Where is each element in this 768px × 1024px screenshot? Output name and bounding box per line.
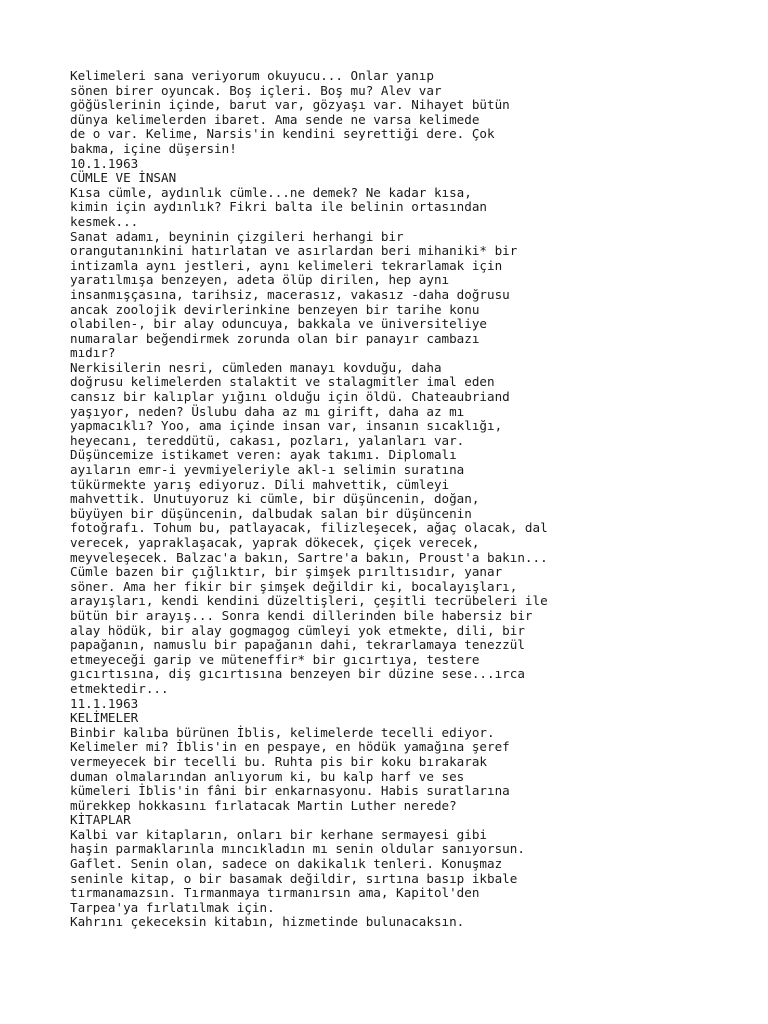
text-line: göğüslerinin içinde, barut var, gözyaşı var. Nihayet bütün [70, 97, 510, 113]
text-line: CÜMLE VE İNSAN [70, 170, 177, 186]
text-line: Nerkisilerin nesri, cümleden manayı kovduğu, daha [70, 359, 442, 375]
text-line: mıdır? [70, 345, 116, 361]
text-line: Kahrını çekeceksin kitabın, hizmetinde bulunacaksın. [70, 914, 465, 930]
text-line: büyüyen bir düşüncenin, dalbudak salan bir düşüncenin [70, 505, 472, 521]
text-line: cansız bir kalıplar yığını olduğu için öldü. Chateaubriand [70, 389, 510, 405]
text-line: sönen birer oyuncak. Boş içleri. Boş mu? Alev var [70, 82, 442, 98]
text-line: Kelimeleri sana veriyorum okuyucu... Onlar yanıp [70, 68, 434, 83]
text-line: Kalbi var kitapların, onları bir kerhane sermayesi gibi [70, 826, 488, 842]
text-line: 10.1.1963 [70, 155, 139, 171]
text-line: doğrusu kelimelerden stalaktit ve stalagmitler imal eden [70, 374, 495, 390]
text-line: tükürmekte yarış ediyoruz. Dili mahvettik, cümleyi [70, 476, 450, 492]
text-line: numaralar beğendirmek zorunda olan bir panayır cambazı [70, 330, 480, 346]
text-line: seninle kitap, o bir basamak değildir, sırtına basıp ikbale [70, 870, 518, 886]
text-line: ayıların emr-i yevmiyeleriyle akl-ı selimin suratına [70, 462, 465, 478]
text-line: fotoğrafı. Tohum bu, patlayacak, filizleşecek, ağaç olacak, dal [70, 520, 548, 536]
text-line: kesmek... [70, 213, 139, 229]
text-line: verecek, yapraklaşacak, yaprak dökecek, çiçek verecek, [70, 535, 480, 550]
text-line: insanmışçasına, tarihsiz, macerasız, vakasız -daha doğrusu [70, 286, 510, 302]
text-line: Gaflet. Senin olan, sadece on dakikalık tenleri. Konuşmaz [70, 856, 503, 872]
text-line: mürekkep hokkasını fırlatacak Martin Luther nerede? [70, 797, 457, 813]
text-line: vermeyecek bir tecelli bu. Ruhta pis bir koku bırakarak [70, 753, 488, 769]
text-line: papağanın, namuslu bir papağanın dahi, tekrarlamaya tenezzül [70, 637, 525, 653]
text-line: ancak zoolojik devirlerinkine benzeyen bir tarihe konu [70, 301, 480, 317]
text-line: duman olmalarından anlıyorum ki, bu kalp harf ve ses [70, 768, 465, 784]
text-line: orangutanınkini hatırlatan ve asırlardan beri mihaniki* bir [70, 243, 518, 259]
text-line: Kelimeler mi? İblis'in en pespaye, en hödük yamağına şeref [70, 739, 510, 755]
text-line: de o var. Kelime, Narsis'in kendini seyrettiği dere. Çok [70, 126, 495, 142]
text-line: Sanat adamı, beyninin çizgileri herhangi bir [70, 228, 404, 244]
text-line: mahvettik. Unutuyoruz ki cümle, bir düşüncenin, doğan, [70, 491, 480, 507]
text-line: yaratılmışa benzeyen, adeta ölüp dirilen, hep aynı [70, 272, 450, 288]
text-line: intizamla aynı jestleri, aynı kelimeleri tekrarlamak için [70, 257, 503, 273]
text-line: haşin parmaklarınla mıncıkladın mı senin oldular sanıyorsun. [70, 841, 525, 857]
text-line: söner. Ama her fikir bir şimşek değildir ki, bocalayışları, [70, 578, 518, 594]
text-line: arayışları, kendi kendini düzeltişleri, çeşitli tecrübeleri ile [70, 593, 548, 609]
text-line: meyveleşecek. Balzac'a bakın, Sartre'a bakın, Proust'a bakın... [70, 549, 548, 565]
text-line: kümeleri İblis'in fâni bir enkarnasyonu. Habis suratlarına [70, 783, 510, 799]
text-line: kimin için aydınlık? Fikri balta ile belinin ortasından [70, 199, 488, 215]
text-line: gıcırtısına, diş gıcırtısına benzeyen bir düzine sese...ırca [70, 666, 525, 682]
text-line: Tarpea'ya fırlatılmak için. [70, 899, 275, 915]
text-line: Cümle bazen bir çığlıktır, bir şimşek pırıltısıdır, yanar [70, 564, 503, 580]
text-line: tırmanamazsın. Tırmanmaya tırmanırsın ama, Kapitol'den [70, 885, 480, 901]
text-line: dünya kelimelerden ibaret. Ama sende ne varsa kelimede [70, 111, 480, 127]
text-line: Kısa cümle, aydınlık cümle...ne demek? Ne kadar kısa, [70, 184, 472, 200]
text-line: etmektedir... [70, 680, 169, 696]
text-line: KİTAPLAR [70, 812, 131, 828]
text-line: bakma, içine düşersin! [70, 140, 237, 156]
text-line: Düşüncemize istikamet veren: ayak takımı. Diplomalı [70, 447, 457, 463]
text-line: yaşıyor, neden? Üslubu daha az mı girift, daha az mı [70, 403, 465, 419]
text-line: heyecanı, tereddütü, cakası, pozları, yalanları var. [70, 432, 465, 448]
text-line: alay hödük, bir alay gogmagog cümleyi yok etmekte, dili, bir [70, 622, 525, 638]
text-line: bütün bir arayış... Sonra kendi dillerinden bile habersiz bir [70, 607, 533, 623]
text-line: KELİMELER [70, 710, 139, 726]
text-line: olabilen-, bir alay oduncuya, bakkala ve üniversiteliye [70, 316, 488, 332]
document-text [70, 69, 760, 930]
text-line: yapmacıklı? Yoo, ama içinde insan var, insanın sıcaklığı, [70, 418, 503, 434]
text-line: Binbir kalıba bürünen İblis, kelimelerde tecelli ediyor. [70, 724, 495, 740]
text-line: etmeyeceği garip ve müteneffir* bir gıcırtıya, testere [70, 651, 480, 667]
text-line: 11.1.1963 [70, 695, 139, 711]
